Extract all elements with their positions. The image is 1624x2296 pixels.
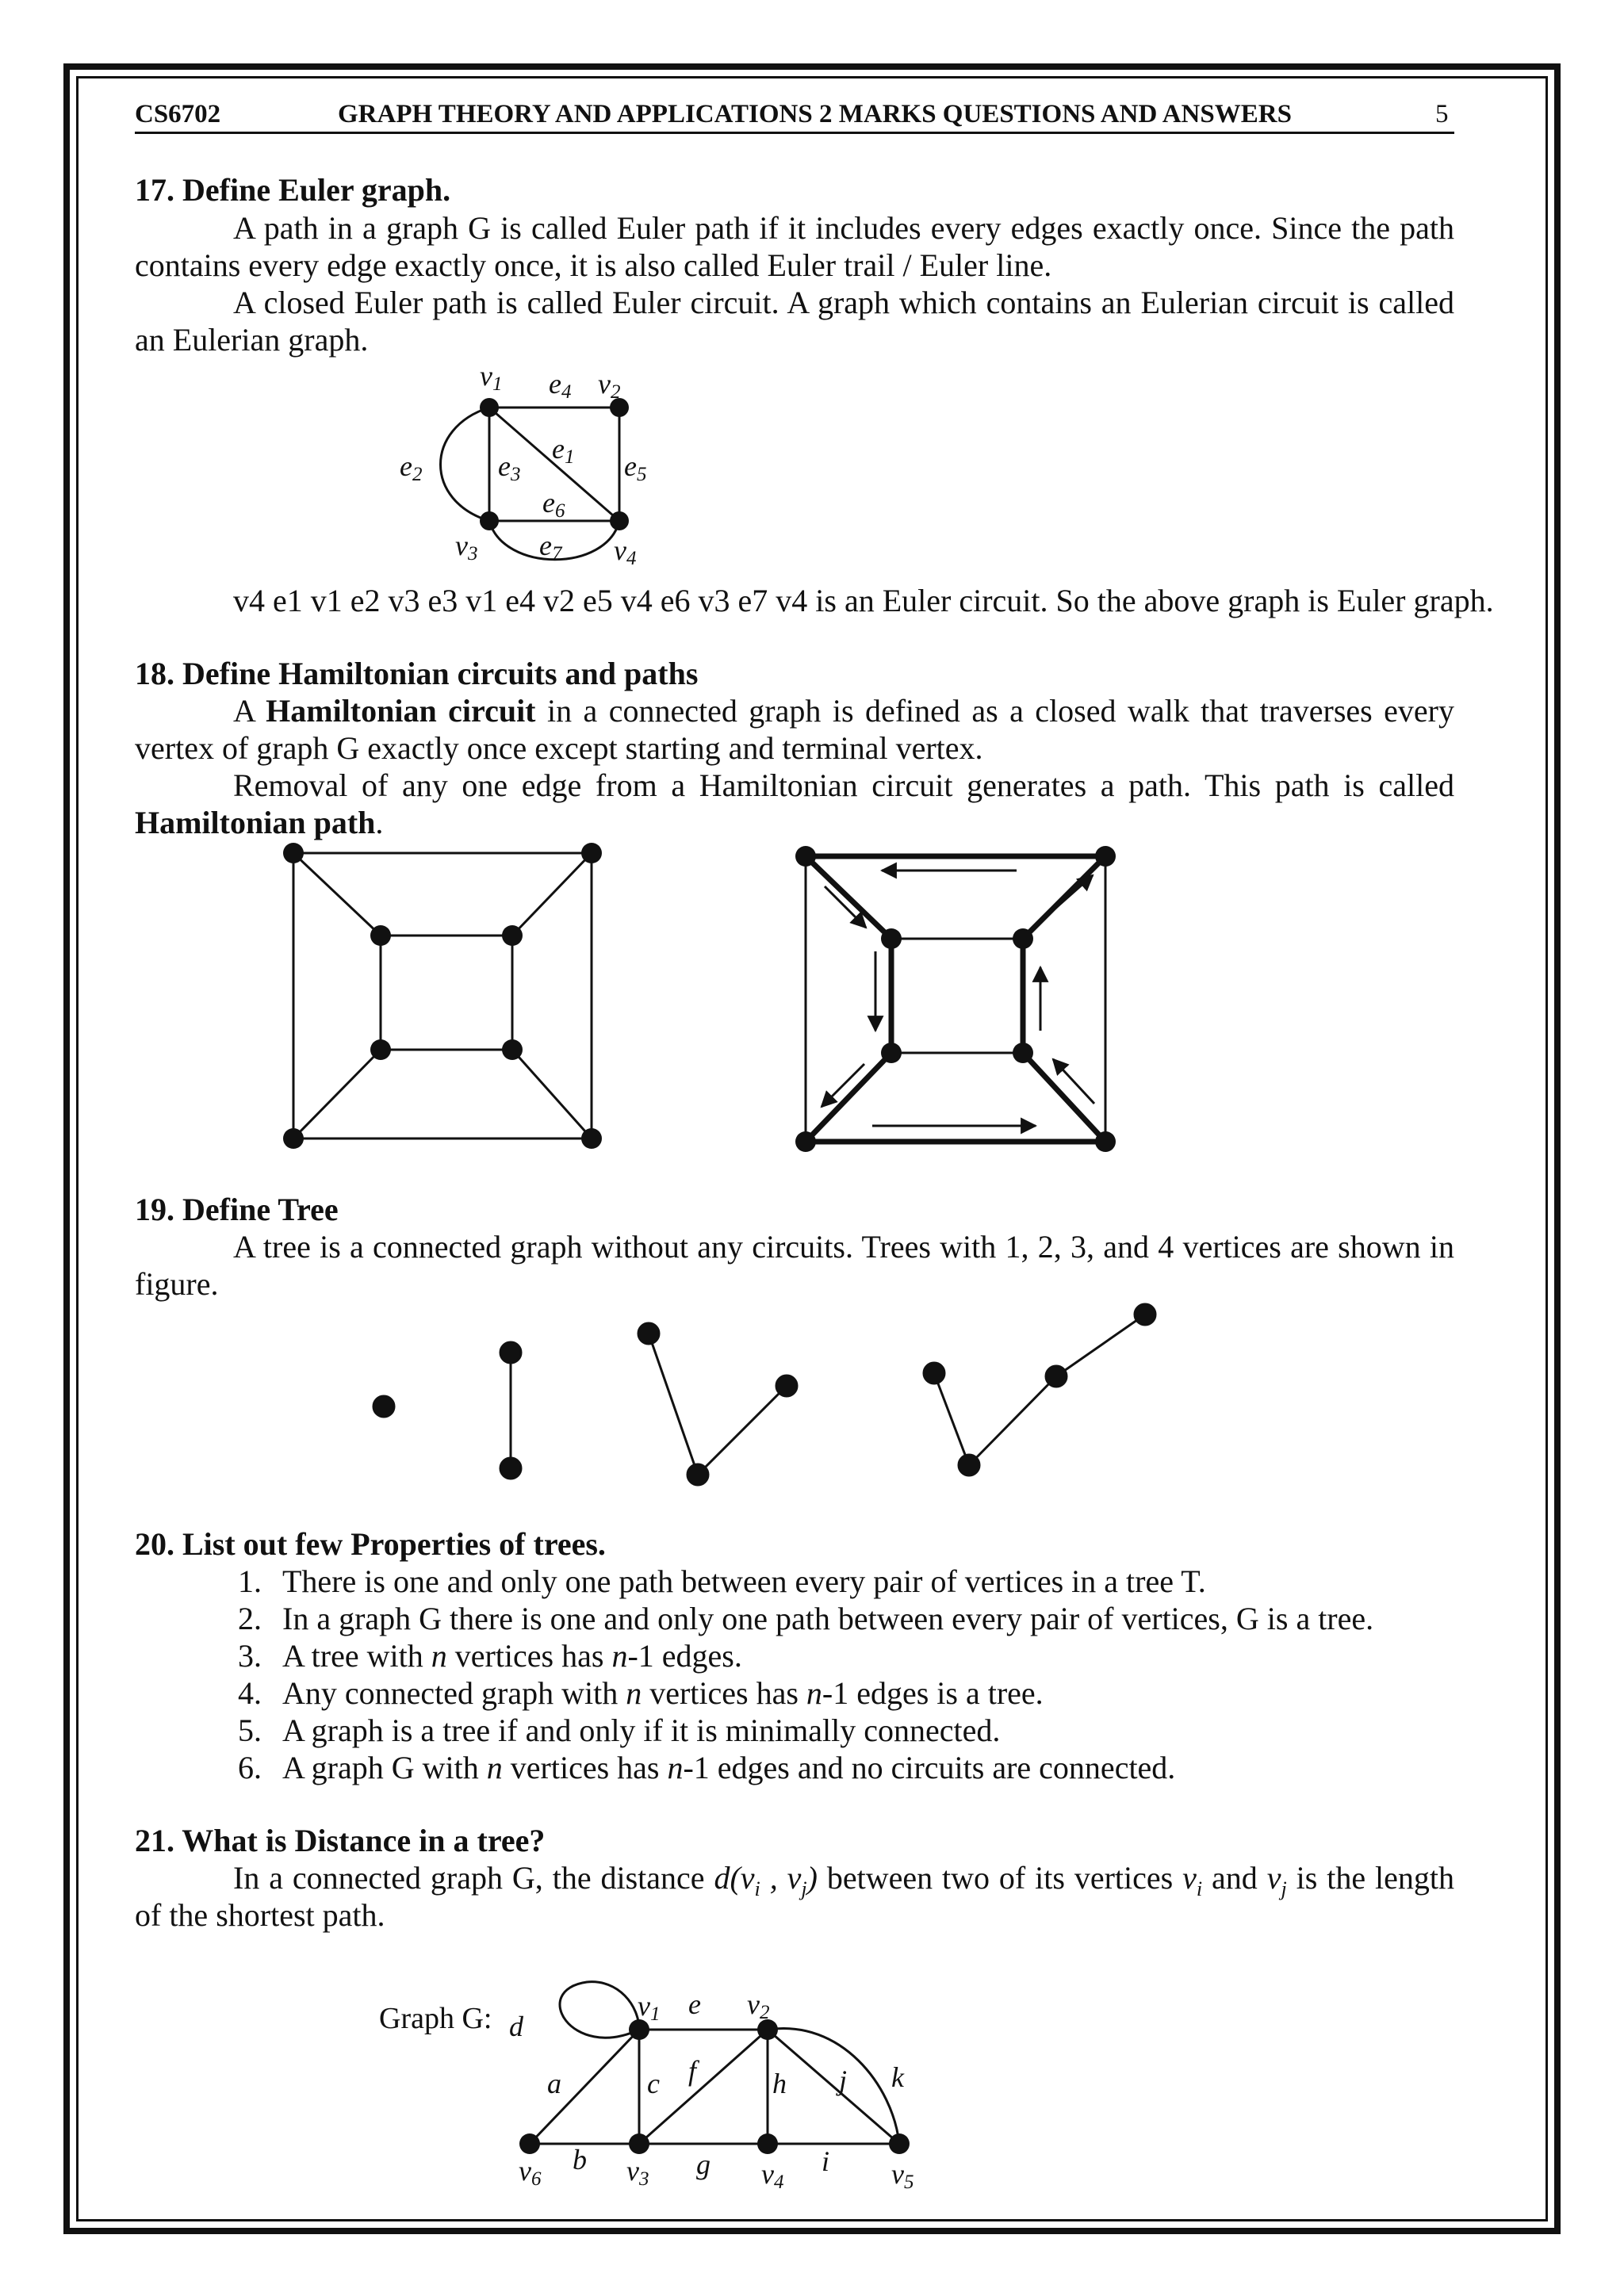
list-number: 3. xyxy=(238,1638,262,1674)
label-v4: v4 xyxy=(614,534,637,569)
euler-vertex-v1 xyxy=(480,398,499,417)
graph-g-labels xyxy=(379,1988,914,2193)
label-k: k xyxy=(891,2061,904,2093)
list-number: 4. xyxy=(238,1675,262,1711)
label-v2: v2 xyxy=(598,368,621,403)
q19-line-2: figure. xyxy=(135,1266,219,1302)
label-g: g xyxy=(696,2149,710,2180)
euler-vertex-v3 xyxy=(480,511,499,530)
q18-paragraph-1-line-2: vertex of graph G exactly once except starting and terminal vertex. xyxy=(135,730,983,766)
label-a: a xyxy=(547,2068,561,2099)
q19-line-1: A tree is a connected graph without any circuits. Trees with 1, 2, 3, and 4 vertices are shown in xyxy=(233,1229,1454,1265)
label-v3: v3 xyxy=(626,2155,649,2190)
q17-paragraph-2-line-2: an Eulerian graph. xyxy=(135,322,369,358)
hamiltonian-circuit-term: Hamiltonian circuit xyxy=(266,693,536,729)
label-v6: v6 xyxy=(519,2155,542,2190)
label-j: j xyxy=(839,2064,848,2096)
list-number: 5. xyxy=(238,1712,262,1748)
list-item: A graph G with n vertices has n-1 edges and no circuits are connected. xyxy=(282,1750,1176,1785)
arrow-bottom-right-diag xyxy=(1053,1059,1094,1104)
list-item: There is one and only one path between every pair of vertices in a tree T. xyxy=(282,1563,1206,1599)
label-v3: v3 xyxy=(455,530,478,564)
q18-paragraph-2-line-2: Hamiltonian path. xyxy=(135,805,384,840)
label-e3: e3 xyxy=(498,450,521,485)
edge-a xyxy=(530,2030,639,2144)
list-item: A tree with n vertices has n-1 edges. xyxy=(282,1638,742,1674)
list-item: Any connected graph with n vertices has n-1 edges is a tree. xyxy=(282,1675,1044,1711)
euler-vertex-v4 xyxy=(610,511,629,530)
euler-edge-e2 xyxy=(441,408,490,521)
label-h: h xyxy=(772,2068,787,2099)
q17-heading: 17. Define Euler graph. xyxy=(135,172,451,208)
euler-circuit-sequence: v4 e1 v1 e2 v3 e3 v1 e4 v2 e5 v4 e6 v3 e7 v4 xyxy=(233,583,808,618)
q18-paragraph-1-line-1: A Hamiltonian circuit in a connected graph is defined as a closed walk that traverses every xyxy=(233,693,1455,729)
label-b: b xyxy=(573,2144,587,2175)
hamiltonian-path-term: Hamiltonian path xyxy=(135,805,376,840)
q17-circuit-line xyxy=(233,582,1494,620)
hamiltonian-graph-circuit xyxy=(806,856,1105,1142)
label-d: d xyxy=(509,2011,523,2042)
header-title: GRAPH THEORY AND APPLICATIONS 2 MARKS QUESTIONS AND ANSWERS xyxy=(338,100,1292,128)
q17-paragraph-1-line-2: contains every edge exactly once, it is also called Euler trail / Euler line. xyxy=(135,247,1052,283)
q17-paragraph-1-line-1: A path in a graph G is called Euler path if it includes every edges exactly once. Since the path xyxy=(233,210,1454,246)
label-i: i xyxy=(822,2145,830,2177)
list-number: 2. xyxy=(238,1601,262,1636)
q17-paragraph-2-line-1: A closed Euler path is called Euler circuit. A graph which contains an Eulerian circuit is called xyxy=(233,285,1454,320)
edge-d-loop xyxy=(560,1982,639,2038)
label-e4: e4 xyxy=(549,368,572,403)
label-v5: v5 xyxy=(891,2158,914,2193)
label-v2: v2 xyxy=(747,1988,770,2023)
graph-caption: Graph G: xyxy=(379,2002,492,2035)
label-e: e xyxy=(688,1988,701,2020)
inner-square xyxy=(381,936,512,1050)
q18-heading: 18. Define Hamiltonian circuits and paths xyxy=(135,656,699,691)
label-e7: e7 xyxy=(539,530,562,564)
q21-heading: 21. What is Distance in a tree? xyxy=(135,1823,546,1858)
label-e6: e6 xyxy=(542,487,565,522)
label-c: c xyxy=(647,2068,660,2099)
q20-heading: 20. List out few Properties of trees. xyxy=(135,1526,606,1562)
list-number: 6. xyxy=(238,1750,262,1785)
graph-g xyxy=(530,1982,899,2144)
q21-line-2: of the shortest path. xyxy=(135,1897,385,1933)
label-f: f xyxy=(688,2055,697,2087)
q19-heading: 19. Define Tree xyxy=(135,1192,339,1227)
label-e2: e2 xyxy=(400,450,423,485)
trees-figure xyxy=(373,1304,1155,1485)
course-code: CS6702 xyxy=(135,100,221,128)
euler-conclusion: is an Euler circuit. So the above graph is Euler graph. xyxy=(807,583,1494,618)
list-number: 1. xyxy=(238,1563,262,1599)
label-v4: v4 xyxy=(761,2158,784,2193)
list-item: In a graph G there is one and only one path between every pair of vertices, G is a tree. xyxy=(282,1601,1374,1636)
label-v1: v1 xyxy=(638,1990,661,2025)
label-v1: v1 xyxy=(480,360,503,395)
hamiltonian-graph-plain xyxy=(293,853,592,1138)
label-e1: e1 xyxy=(552,433,575,468)
list-item: A graph is a tree if and only if it is minimally connected. xyxy=(282,1712,1001,1748)
graph-g-vertices xyxy=(519,2019,910,2154)
page-number: 5 xyxy=(1435,100,1449,128)
arrow-top-right-diag xyxy=(1037,875,1093,924)
label-e5: e5 xyxy=(624,450,647,485)
q18-paragraph-2-line-1: Removal of any one edge from a Hamiltonian circuit generates a path. This path is called xyxy=(233,767,1454,803)
q21-line-1: In a connected graph G, the distance $d(v_i$ , $v_j$) between two of its vertices $v_i$ and $v_j$ is the length xyxy=(233,1860,1454,1900)
tree1-vertex xyxy=(373,1396,394,1417)
